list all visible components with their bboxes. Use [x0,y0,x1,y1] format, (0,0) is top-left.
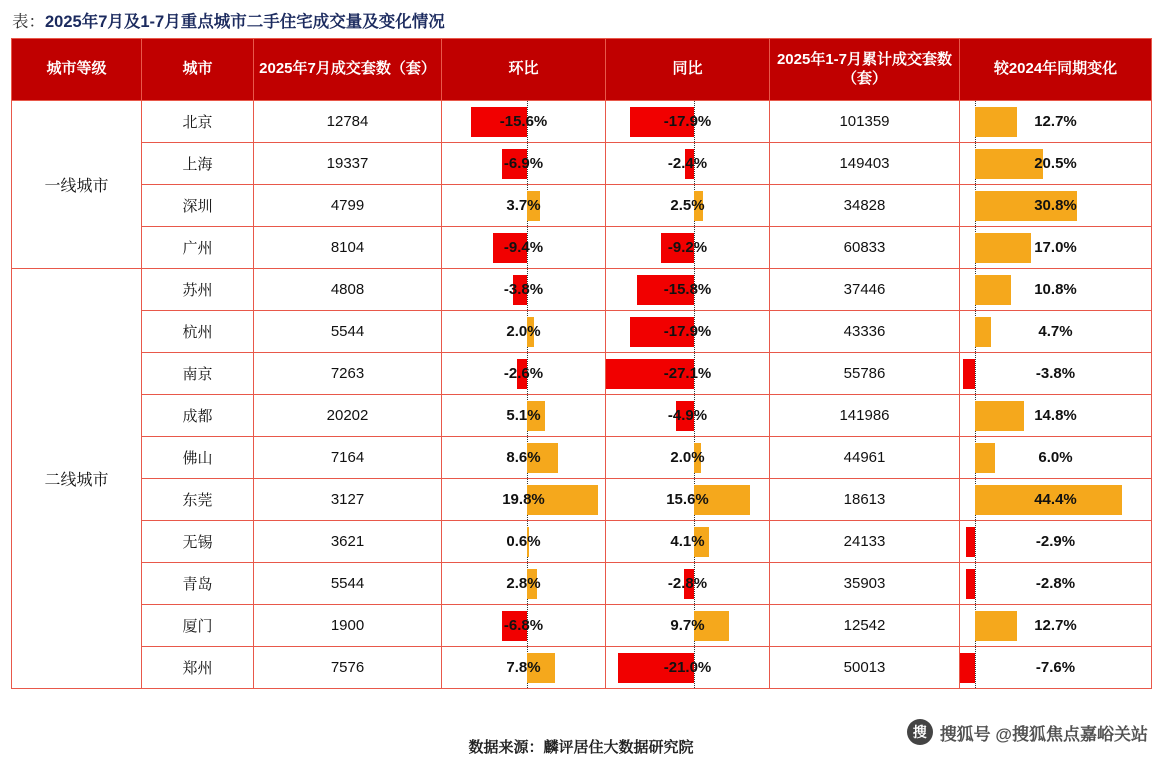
cell-yoy [606,311,770,353]
cell-mom [442,227,606,269]
col-header-mom: 环比 [442,39,606,101]
cell-july-count: 1900 [254,605,442,647]
cell-mom [442,311,606,353]
cell-july-count: 5544 [254,311,442,353]
cell-ytd-change [960,437,1152,479]
col-header-city: 城市 [142,39,254,101]
value-label: 9.7% [670,617,705,634]
cell-cumulative-count: 12542 [770,605,960,647]
cell-yoy [606,227,770,269]
value-bar [975,401,1024,431]
cell-ytd-change [960,647,1152,689]
table-row [12,185,1152,227]
cell-mom [442,521,606,563]
value-label: -2.8% [1035,575,1076,592]
data-table [11,38,1152,689]
cell-cumulative-count: 141986 [770,395,960,437]
cell-yoy [606,563,770,605]
value-bar [960,653,976,683]
cell-ytd-change [960,521,1152,563]
value-label: 3.7% [506,197,541,214]
data-source-note: 数据来源：麟评居住大数据研究院 [468,739,694,756]
table-row [12,479,1152,521]
table-row [12,605,1152,647]
value-label: 6.0% [1038,449,1073,466]
table-row [12,563,1152,605]
sohu-logo-icon: 搜 [907,719,933,745]
cell-yoy [606,395,770,437]
table-row [12,353,1152,395]
cell-yoy [606,479,770,521]
value-label: -3.8% [1035,365,1076,382]
cell-july-count: 7263 [254,353,442,395]
cell-july-count: 8104 [254,227,442,269]
value-label: 10.8% [1034,281,1077,298]
page-title [0,0,1162,38]
table-row [12,647,1152,689]
cell-cumulative-count: 34828 [770,185,960,227]
value-bar [966,569,975,599]
value-bar [966,527,976,557]
value-bar [975,233,1031,263]
table-row [12,395,1152,437]
value-label: -9.4% [503,239,544,256]
value-bar [975,443,995,473]
table-row [12,143,1152,185]
value-label: -15.6% [499,113,548,130]
cell-city: 北京 [142,101,254,143]
cell-cumulative-count: 60833 [770,227,960,269]
value-label: 20.5% [1034,155,1077,172]
cell-city: 东莞 [142,479,254,521]
cell-city: 成都 [142,395,254,437]
value-bar [975,107,1017,137]
cell-july-count: 3127 [254,479,442,521]
cell-ytd-change [960,479,1152,521]
cell-july-count: 7164 [254,437,442,479]
cell-mom [442,563,606,605]
cell-mom [442,395,606,437]
cell-city: 佛山 [142,437,254,479]
value-label: -21.0% [663,659,712,676]
table-row [12,269,1152,311]
value-label: 2.8% [506,575,541,592]
value-label: -9.2% [667,239,708,256]
zero-axis-line [975,521,976,562]
value-label: 4.7% [1038,323,1073,340]
cell-july-count: 4799 [254,185,442,227]
value-label: 4.1% [670,533,705,550]
cell-july-count: 4808 [254,269,442,311]
col-header-yoy: 同比 [606,39,770,101]
cell-city: 广州 [142,227,254,269]
cell-july-count: 20202 [254,395,442,437]
cell-july-count: 12784 [254,101,442,143]
value-label: 8.6% [506,449,541,466]
cell-mom [442,269,606,311]
cell-cumulative-count: 50013 [770,647,960,689]
zero-axis-line [975,353,976,394]
value-label: -7.6% [1035,659,1076,676]
cell-city: 无锡 [142,521,254,563]
cell-mom [442,647,606,689]
value-label: -4.9% [667,407,708,424]
value-label: 30.8% [1034,197,1077,214]
value-label: -2.8% [667,575,708,592]
cell-city: 南京 [142,353,254,395]
value-bar [963,359,976,389]
col-header-tier: 城市等级 [12,39,142,101]
value-label: 19.8% [502,491,545,508]
cell-city: 厦门 [142,605,254,647]
cell-july-count: 3621 [254,521,442,563]
table-row [12,101,1152,143]
cell-yoy [606,185,770,227]
value-label: 2.5% [670,197,705,214]
cell-cumulative-count: 37446 [770,269,960,311]
cell-city: 上海 [142,143,254,185]
table-row [12,311,1152,353]
value-bar [975,611,1017,641]
cell-ytd-change [960,143,1152,185]
cell-ytd-change [960,311,1152,353]
table-row [12,227,1152,269]
table-header-row [12,39,1152,101]
cell-city: 郑州 [142,647,254,689]
cell-mom [442,479,606,521]
tier-label: 一线城市 [12,101,142,269]
value-label: 2.0% [670,449,705,466]
cell-ytd-change [960,269,1152,311]
cell-ytd-change [960,227,1152,269]
value-label: 0.6% [506,533,541,550]
zero-axis-line [975,647,976,688]
cell-city: 深圳 [142,185,254,227]
cell-yoy [606,521,770,563]
cell-city: 杭州 [142,311,254,353]
cell-yoy [606,605,770,647]
value-label: 17.0% [1034,239,1077,256]
cell-cumulative-count: 43336 [770,311,960,353]
value-bar [975,317,991,347]
cell-mom [442,185,606,227]
cell-cumulative-count: 101359 [770,101,960,143]
cell-yoy [606,143,770,185]
cell-yoy [606,353,770,395]
value-label: -2.6% [503,365,544,382]
tier-label: 二线城市 [12,269,142,689]
cell-july-count: 7576 [254,647,442,689]
value-label: -6.8% [503,617,544,634]
cell-july-count: 19337 [254,143,442,185]
cell-yoy [606,101,770,143]
cell-cumulative-count: 149403 [770,143,960,185]
value-label: -2.9% [1035,533,1076,550]
cell-yoy [606,647,770,689]
cell-cumulative-count: 35903 [770,563,960,605]
cell-city: 青岛 [142,563,254,605]
zero-axis-line [975,563,976,604]
table-row [12,437,1152,479]
cell-cumulative-count: 18613 [770,479,960,521]
value-label: -3.8% [503,281,544,298]
value-label: -17.9% [663,113,712,130]
cell-ytd-change [960,605,1152,647]
cell-mom [442,605,606,647]
cell-cumulative-count: 44961 [770,437,960,479]
value-label: 14.8% [1034,407,1077,424]
table-body [12,101,1152,689]
value-label: -17.9% [663,323,712,340]
col-header-july: 2025年7月成交套数（套） [254,39,442,101]
cell-ytd-change [960,101,1152,143]
cell-yoy [606,269,770,311]
title-prefix: 表： [12,13,45,31]
cell-ytd-change [960,353,1152,395]
value-label: 2.0% [506,323,541,340]
cell-yoy [606,437,770,479]
value-label: 12.7% [1034,113,1077,130]
value-label: -6.9% [503,155,544,172]
cell-july-count: 5544 [254,563,442,605]
title-text: 2025年7月及1-7月重点城市二手住宅成交量及变化情况 [45,13,445,31]
watermark [907,719,1148,745]
cell-cumulative-count: 55786 [770,353,960,395]
value-label: 44.4% [1034,491,1077,508]
watermark-text: 搜狐号 @搜狐焦点嘉峪关站 [939,724,1148,744]
value-bar [975,275,1011,305]
value-bar [975,149,1043,179]
cell-mom [442,101,606,143]
value-label: 15.6% [666,491,709,508]
cell-city: 苏州 [142,269,254,311]
value-label: 7.8% [506,659,541,676]
cell-ytd-change [960,185,1152,227]
cell-mom [442,143,606,185]
value-label: 12.7% [1034,617,1077,634]
col-header-ytd-change: 较2024年同期变化 [960,39,1152,101]
cell-mom [442,353,606,395]
col-header-cumulative: 2025年1-7月累计成交套数（套） [770,39,960,101]
cell-cumulative-count: 24133 [770,521,960,563]
cell-ytd-change [960,395,1152,437]
value-label: 5.1% [506,407,541,424]
value-label: -27.1% [663,365,712,382]
cell-mom [442,437,606,479]
table-row [12,521,1152,563]
cell-ytd-change [960,563,1152,605]
value-label: -15.8% [663,281,712,298]
value-label: -2.4% [667,155,708,172]
